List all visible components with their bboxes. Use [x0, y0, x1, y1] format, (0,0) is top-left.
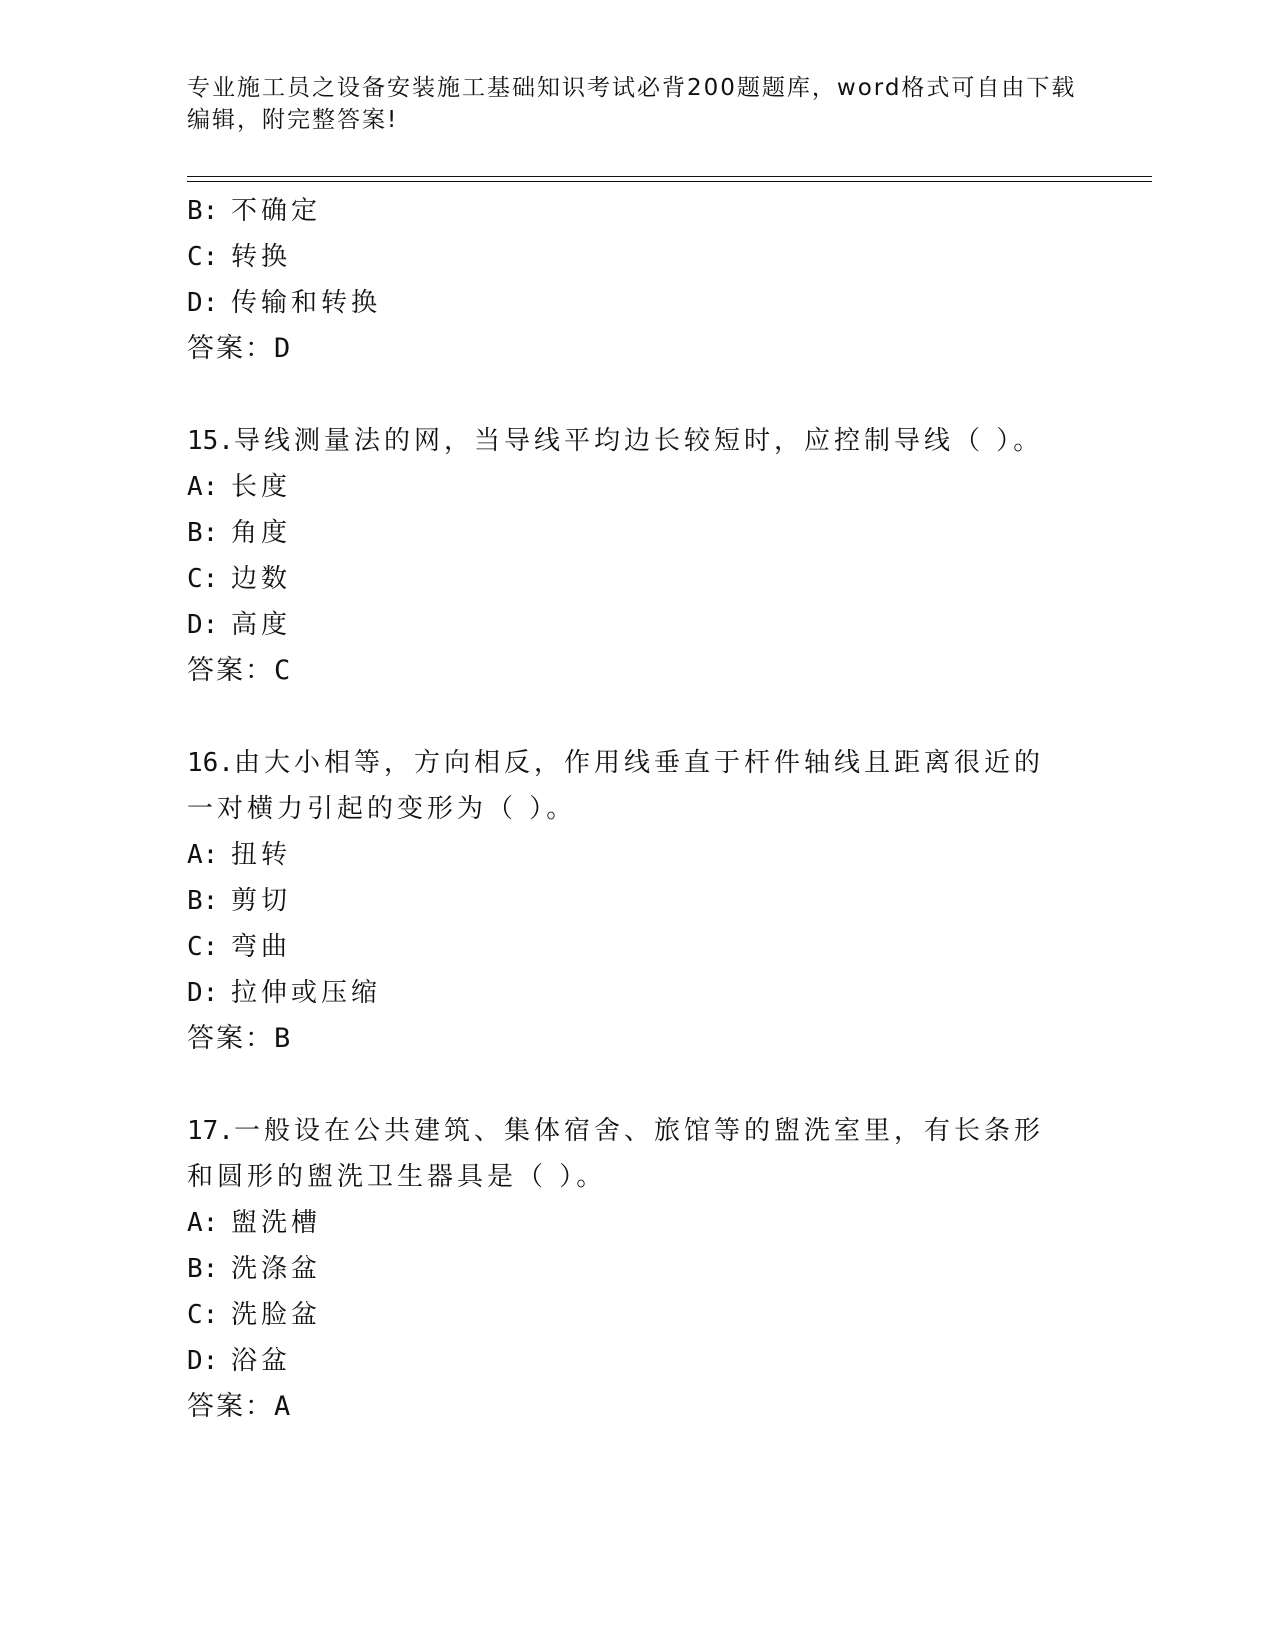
answer-line: [187, 1384, 1087, 1430]
answer-line: [187, 1016, 1087, 1062]
partial-question-block: [187, 188, 1087, 372]
option-key: B:: [187, 518, 219, 548]
option-b: [187, 1246, 1087, 1292]
option-key: C:: [187, 932, 219, 962]
option-key: A:: [187, 1208, 219, 1238]
option-key: A:: [187, 840, 219, 870]
option-key: C:: [187, 1300, 219, 1330]
answer-value: B: [274, 1023, 291, 1054]
option-key: A:: [187, 472, 219, 502]
option-key: D:: [187, 288, 219, 318]
option-a: [187, 832, 1087, 878]
option-key: C:: [187, 242, 219, 272]
option-b: [187, 188, 1087, 234]
option-key: D:: [187, 1346, 219, 1376]
answer-value: C: [274, 655, 291, 686]
option-b: [187, 510, 1087, 556]
option-text: 剪切: [231, 886, 292, 916]
option-text: 传输和转换: [231, 288, 382, 318]
option-text: 拉伸或压缩: [231, 978, 382, 1008]
option-c: [187, 924, 1087, 970]
option-text: 洗涤盆: [231, 1254, 322, 1284]
option-d: [187, 1338, 1087, 1384]
option-key: B:: [187, 1254, 219, 1284]
header-rule-bottom: [187, 181, 1152, 182]
document-header: [187, 72, 1087, 136]
option-a: [187, 1200, 1087, 1246]
answer-line: [187, 326, 1087, 372]
header-rule-top: [187, 176, 1152, 177]
question-number: 16.: [187, 748, 234, 778]
question-16: [187, 740, 1087, 1062]
option-text: 角度: [231, 518, 292, 548]
answer-label: 答案：: [187, 1391, 274, 1422]
option-text: 长度: [231, 472, 292, 502]
question-17: [187, 1108, 1087, 1430]
option-d: [187, 970, 1087, 1016]
option-text: 弯曲: [231, 932, 292, 962]
option-text: 浴盆: [231, 1346, 292, 1376]
option-text: 转换: [231, 242, 292, 272]
question-text: [187, 1108, 1067, 1200]
option-text: 洗脸盆: [231, 1300, 322, 1330]
option-d: [187, 280, 1087, 326]
option-c: [187, 234, 1087, 280]
question-number: 17.: [187, 1116, 234, 1146]
option-key: C:: [187, 564, 219, 594]
option-text: 盥洗槽: [231, 1208, 322, 1238]
option-b: [187, 878, 1087, 924]
option-text: 不确定: [231, 196, 322, 226]
answer-line: [187, 648, 1087, 694]
question-stem: 由大小相等，方向相反，作用线垂直于杆件轴线且距离很近的一对横力引起的变形为（ ）。: [187, 748, 1044, 824]
question-number: 15.: [187, 426, 234, 456]
answer-value: A: [274, 1391, 291, 1422]
header-title: 专业施工员之设备安装施工基础知识考试必背200题题库，word格式可自由下载编辑，附完整答案!: [187, 75, 1077, 133]
answer-label: 答案：: [187, 1023, 274, 1054]
option-a: [187, 464, 1087, 510]
answer-label: 答案：: [187, 333, 274, 364]
option-key: D:: [187, 978, 219, 1008]
document-body: [187, 188, 1087, 1430]
question-text: [187, 418, 1067, 464]
question-stem: 导线测量法的网，当导线平均边长较短时，应控制导线（ ）。: [233, 426, 1044, 456]
question-stem: 一般设在公共建筑、集体宿舍、旅馆等的盥洗室里，有长条形和圆形的盥洗卫生器具是（ ）。: [187, 1116, 1044, 1192]
question-text: [187, 740, 1067, 832]
option-text: 边数: [231, 564, 292, 594]
answer-value: D: [274, 333, 291, 364]
question-15: [187, 418, 1087, 694]
option-text: 扭转: [231, 840, 292, 870]
option-c: [187, 556, 1087, 602]
answer-label: 答案：: [187, 655, 274, 686]
option-key: D:: [187, 610, 219, 640]
option-key: B:: [187, 196, 219, 226]
option-d: [187, 602, 1087, 648]
option-c: [187, 1292, 1087, 1338]
option-key: B:: [187, 886, 219, 916]
option-text: 高度: [231, 610, 292, 640]
